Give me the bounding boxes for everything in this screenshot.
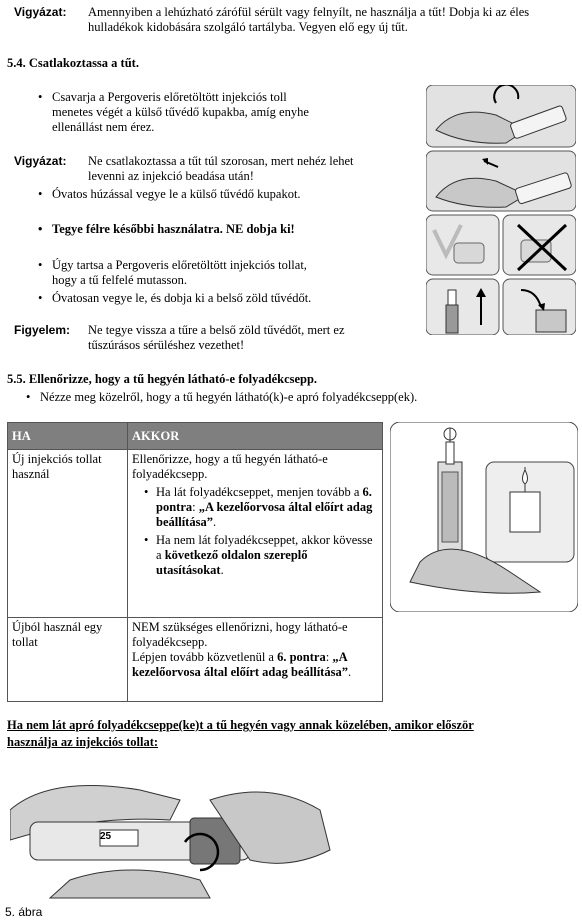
check-drop-bullet (40, 390, 417, 405)
table-header-then: AKKOR (128, 423, 383, 450)
cell-text: Újból használ egy tollat (12, 620, 103, 649)
cell-text: Ha lát folyadékcseppet, menjen tovább a (156, 485, 363, 499)
warning-label: Vigyázat: (14, 5, 67, 19)
cell-text: Ellenőrizze, hogy a tű hegyén látható-e folyadékcsepp. (132, 452, 328, 481)
list-item (144, 533, 378, 578)
warning-text: levenni az injekció beadása után! (88, 169, 254, 183)
step-keep-cap (52, 222, 295, 237)
table-cell (8, 450, 128, 618)
cell-text: Ha nem lát folyadékcseppet, akkor kövesse a (156, 533, 373, 562)
drop-check-illustration (390, 422, 578, 612)
dose-window-value: 25 (100, 831, 112, 842)
step-text: • Tegye félre későbbi használatra. NE dobja ki! (52, 222, 295, 236)
step-text: hogy a tű felfelé mutasson. (52, 273, 188, 287)
step-screw-needle (52, 90, 287, 105)
cell-text: . (347, 665, 352, 679)
first-use-heading-line-1: Ha nem lát apró folyadékcseppe(ke)t a tű hegyén vagy annak közelében, amikor először (7, 718, 474, 732)
cell-text: : (192, 500, 199, 514)
table-cell (128, 618, 383, 702)
table-cell (128, 450, 383, 618)
if-then-table (7, 422, 383, 702)
cell-text: Új injekciós tollat használ (12, 452, 102, 481)
cell-text: „A kezelőorvosa által előírt adag beállítása” (156, 500, 373, 529)
step-text: menetes végét a külső tűvédő kupakba, amíg enyhe (52, 105, 309, 119)
section-5-5-heading: 5.5. Ellenőrizze, hogy a tű hegyén látható-e folyadékcsepp. (7, 372, 318, 386)
cell-text: 6. pontra (156, 485, 372, 514)
table-header-if: HA (8, 423, 128, 450)
cell-text: Lépjen tovább közvetlenül a (132, 650, 278, 664)
needle-attach-illustration (426, 85, 576, 335)
then-list (144, 485, 378, 578)
cell-text: : (325, 650, 333, 664)
list-item (144, 485, 378, 530)
warning-line-2: hulladékok kidobására szolgáló tartályba. Vegyen elő egy új tűt. (88, 20, 408, 34)
pen-dose-figure (10, 770, 350, 900)
note-label: Figyelem: (14, 323, 71, 337)
step-text: • Óvatos húzással vegye le a külső tűvédő kupakot. (52, 187, 301, 201)
first-use-heading-line-2: használja az injekciós tollat: (7, 735, 159, 749)
cell-text: következő oldalon szereplő utasításokat (156, 548, 308, 577)
section-5-4-heading: 5.4. Csatlakoztassa a tűt. (7, 56, 139, 70)
note-text: Ne tegye vissza a tűre a belső zöld tűvédőt, mert ez (88, 323, 345, 337)
cell-text: NEM szükséges ellenőrizni, hogy látható-e folyadékcsepp. (132, 620, 348, 649)
bullet-text: • Nézze meg közelről, hogy a tű hegyén látható(k)-e apró folyadékcsepp(ek). (40, 390, 418, 404)
table-cell (8, 618, 128, 702)
step-text: ellenállást nem érez. (52, 120, 155, 134)
cell-text: „A kezelőorvosa által előírt adag beállítása” (132, 650, 348, 679)
cell-text (132, 650, 378, 680)
note-text: tűszúrásos sérüléshez vezethet! (88, 338, 245, 352)
step-text: • Óvatosan vegye le, és dobja ki a belső zöld tűvédőt. (52, 291, 312, 305)
cell-text: 6. pontra (277, 650, 326, 664)
step-hold-pen (52, 258, 307, 273)
cell-text: . (220, 563, 224, 577)
table-row (8, 618, 383, 702)
step-text: • Úgy tartsa a Pergoveris előretöltött injekciós tollat, (52, 258, 307, 272)
figure-caption: 5. ábra (5, 905, 43, 919)
step-remove-outer-cap (52, 187, 301, 202)
warning-text: Ne csatlakoztassa a tűt túl szorosan, mert nehéz lehet (88, 154, 354, 168)
warning-label: Vigyázat: (14, 154, 67, 168)
warning-line-1: Amennyiben a lehúzható zárófül sérült vagy felnyílt, ne használja a tűt! Dobja ki az éles (88, 5, 530, 19)
cell-text: . (212, 515, 217, 529)
step-text: • Csavarja a Pergoveris előretöltött injekciós toll (52, 90, 287, 104)
step-remove-inner-cap (52, 291, 311, 306)
table-row (8, 450, 383, 618)
